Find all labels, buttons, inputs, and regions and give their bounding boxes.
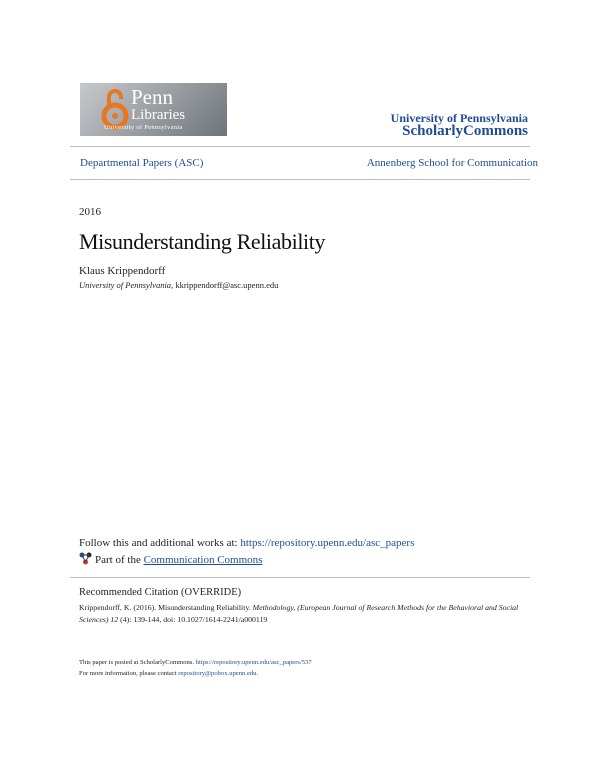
logo-university-text: University of Pennsylvania	[104, 124, 183, 131]
contact-text: For more information, please contact	[79, 670, 179, 677]
contact-end: .	[256, 670, 259, 677]
posted-text: This paper is posted at ScholarlyCommons.	[79, 659, 196, 666]
nav-divider	[70, 179, 530, 180]
header-divider	[70, 146, 530, 147]
collection-link[interactable]: https://repository.upenn.edu/asc_papers	[240, 537, 415, 549]
posted-url-link[interactable]: https://repository.upenn.edu/asc_papers/537	[195, 659, 312, 666]
article-title: Misunderstanding Reliability	[79, 229, 326, 254]
contact-note	[79, 670, 258, 677]
logo-penn-text: Penn	[131, 85, 173, 109]
logo-libraries-text: Libraries	[131, 107, 186, 123]
part-of-prefix: Part of the	[95, 554, 144, 566]
citation-journal: Methodology, (European Journal of Research Methods for the Behavioral and Social Sciences) 12	[79, 603, 519, 624]
posted-note	[79, 659, 312, 666]
publication-year: 2016	[79, 206, 101, 218]
part-of-line	[95, 554, 262, 566]
citation-divider	[70, 577, 530, 578]
follow-text: Follow this and additional works at:	[79, 537, 241, 549]
author-affiliation	[79, 280, 278, 290]
author-email[interactable]: , kkrippendorff@asc.upenn.edu	[171, 280, 279, 290]
contact-email-link[interactable]: repository@pobox.upenn.edu	[178, 670, 257, 677]
citation-label: Recommended Citation (OVERRIDE)	[79, 587, 242, 598]
citation-tail: (4): 139-144, doi: 10.1027/1614-2241/a000119	[118, 615, 268, 624]
citation-lead: Krippendorff, K. (2016). Misunderstanding Reliability.	[79, 603, 253, 612]
communication-commons-link[interactable]: Communication Commons	[143, 554, 263, 566]
follow-line	[79, 537, 414, 549]
department-link[interactable]: Departmental Papers (ASC)	[80, 157, 204, 169]
scholarlycommons-name[interactable]: ScholarlyCommons	[402, 123, 528, 139]
university-name[interactable]: University of Pennsylvania	[390, 111, 528, 125]
author-name: Klaus Krippendorff	[79, 265, 166, 277]
citation-text	[79, 602, 519, 626]
network-commons-icon	[79, 552, 92, 565]
affiliation-institution: University of Pennsylvania	[79, 280, 172, 290]
school-link[interactable]: Annenberg School for Communication	[366, 157, 538, 169]
